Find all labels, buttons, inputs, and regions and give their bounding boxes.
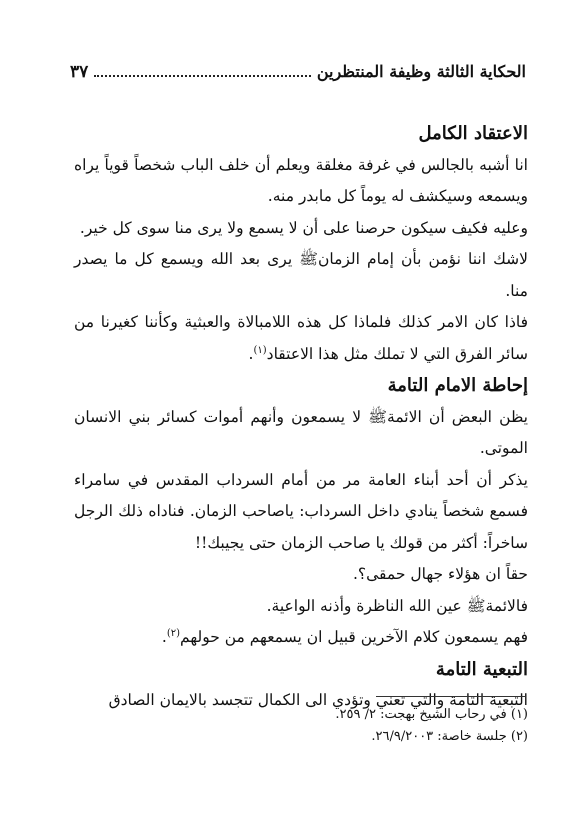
paragraph: فاذا كان الامر كذلك فلماذا كل هذه اللامبالاة والعبثية وكأننا كغيرنا من سائر الفرق التي لا تملك مثل هذا الاعتقاد$^{(١)}$. [74, 313, 528, 363]
paragraph: وعليه فكيف سيكون حرصنا على أن لا يسمع ولا يرى منا سوى كل خير. [79, 218, 528, 237]
footnotes [74, 704, 528, 748]
footnote-ref: (١) [253, 344, 267, 356]
footnote: (٢) جلسة خاصة: ٢٦/٩/٢٠٠٣. [371, 729, 528, 744]
paragraph: يذكر أن أحد أبناء العامة مر من أمام السرداب المقدس في سامراء فسمع شخصاً ينادي داخل السرداب: ياصاحب الزمان. فناداه ذلك الرجل ساخراً: أكثر من قولك يا صاحب الزمان حتى يجيبك!! [74, 470, 528, 552]
section-heading: التبعية التامة [435, 658, 528, 680]
paragraph: انا أشبه بالجالس في غرفة مغلقة ويعلم أن خلف الباب شخصاً قوياً يراه ويسمعه وسيكشف له يوماً كل مابدر منه. [74, 155, 528, 205]
page-number: ٣٧ [70, 62, 89, 82]
paragraph: فهم يسمعون كلام الآخرين قبيل ان يسمعهم من حولهم$^{(٢)}$. [161, 627, 528, 646]
footnote-separator [376, 696, 526, 697]
running-header [70, 62, 526, 82]
section-heading: إحاطة الامام التامة [387, 375, 528, 396]
paragraph: لاشك اننا نؤمن بأن إمام الزمانﷺ يرى بعد الله ويسمع كل ما يصدر منا. [74, 250, 528, 300]
footnote: (١) في رحاب الشيخ بهجت: ٢/ ٢٥٩. [335, 707, 528, 722]
leader-dots [94, 74, 311, 77]
chapter-title: الحكاية الثالثة وظيفة المنتظرين [316, 62, 526, 81]
paragraph: فالائمةﷺ عين الله الناظرة وأذنه الواعية. [266, 596, 528, 615]
paragraph: التبعية التامة والتي تعني وتؤدي الى الكمال تتجسد بالايمان الصادق [108, 691, 528, 709]
section-heading: الاعتقاد الكامل [418, 123, 528, 144]
paragraph: حقاً ان هؤلاء جهال حمقى؟. [352, 565, 528, 583]
footnote-ref: (٢) [166, 627, 181, 639]
paragraph-text: فاذا كان الامر كذلك فلماذا كل هذه اللامبالاة والعبثية وكأننا كغيرنا من سائر الفرق التي لا تملك مثل هذا الاعتقاد [74, 313, 528, 363]
paragraph: يظن البعض أن الائمةﷺ لا يسمعون وأنهم أموات كسائر بني الانسان الموتى. [74, 407, 528, 457]
page-body [74, 118, 528, 717]
paragraph-text: فهم يسمعون كلام الآخرين قبيل ان يسمعهم من حولهم [180, 628, 528, 646]
